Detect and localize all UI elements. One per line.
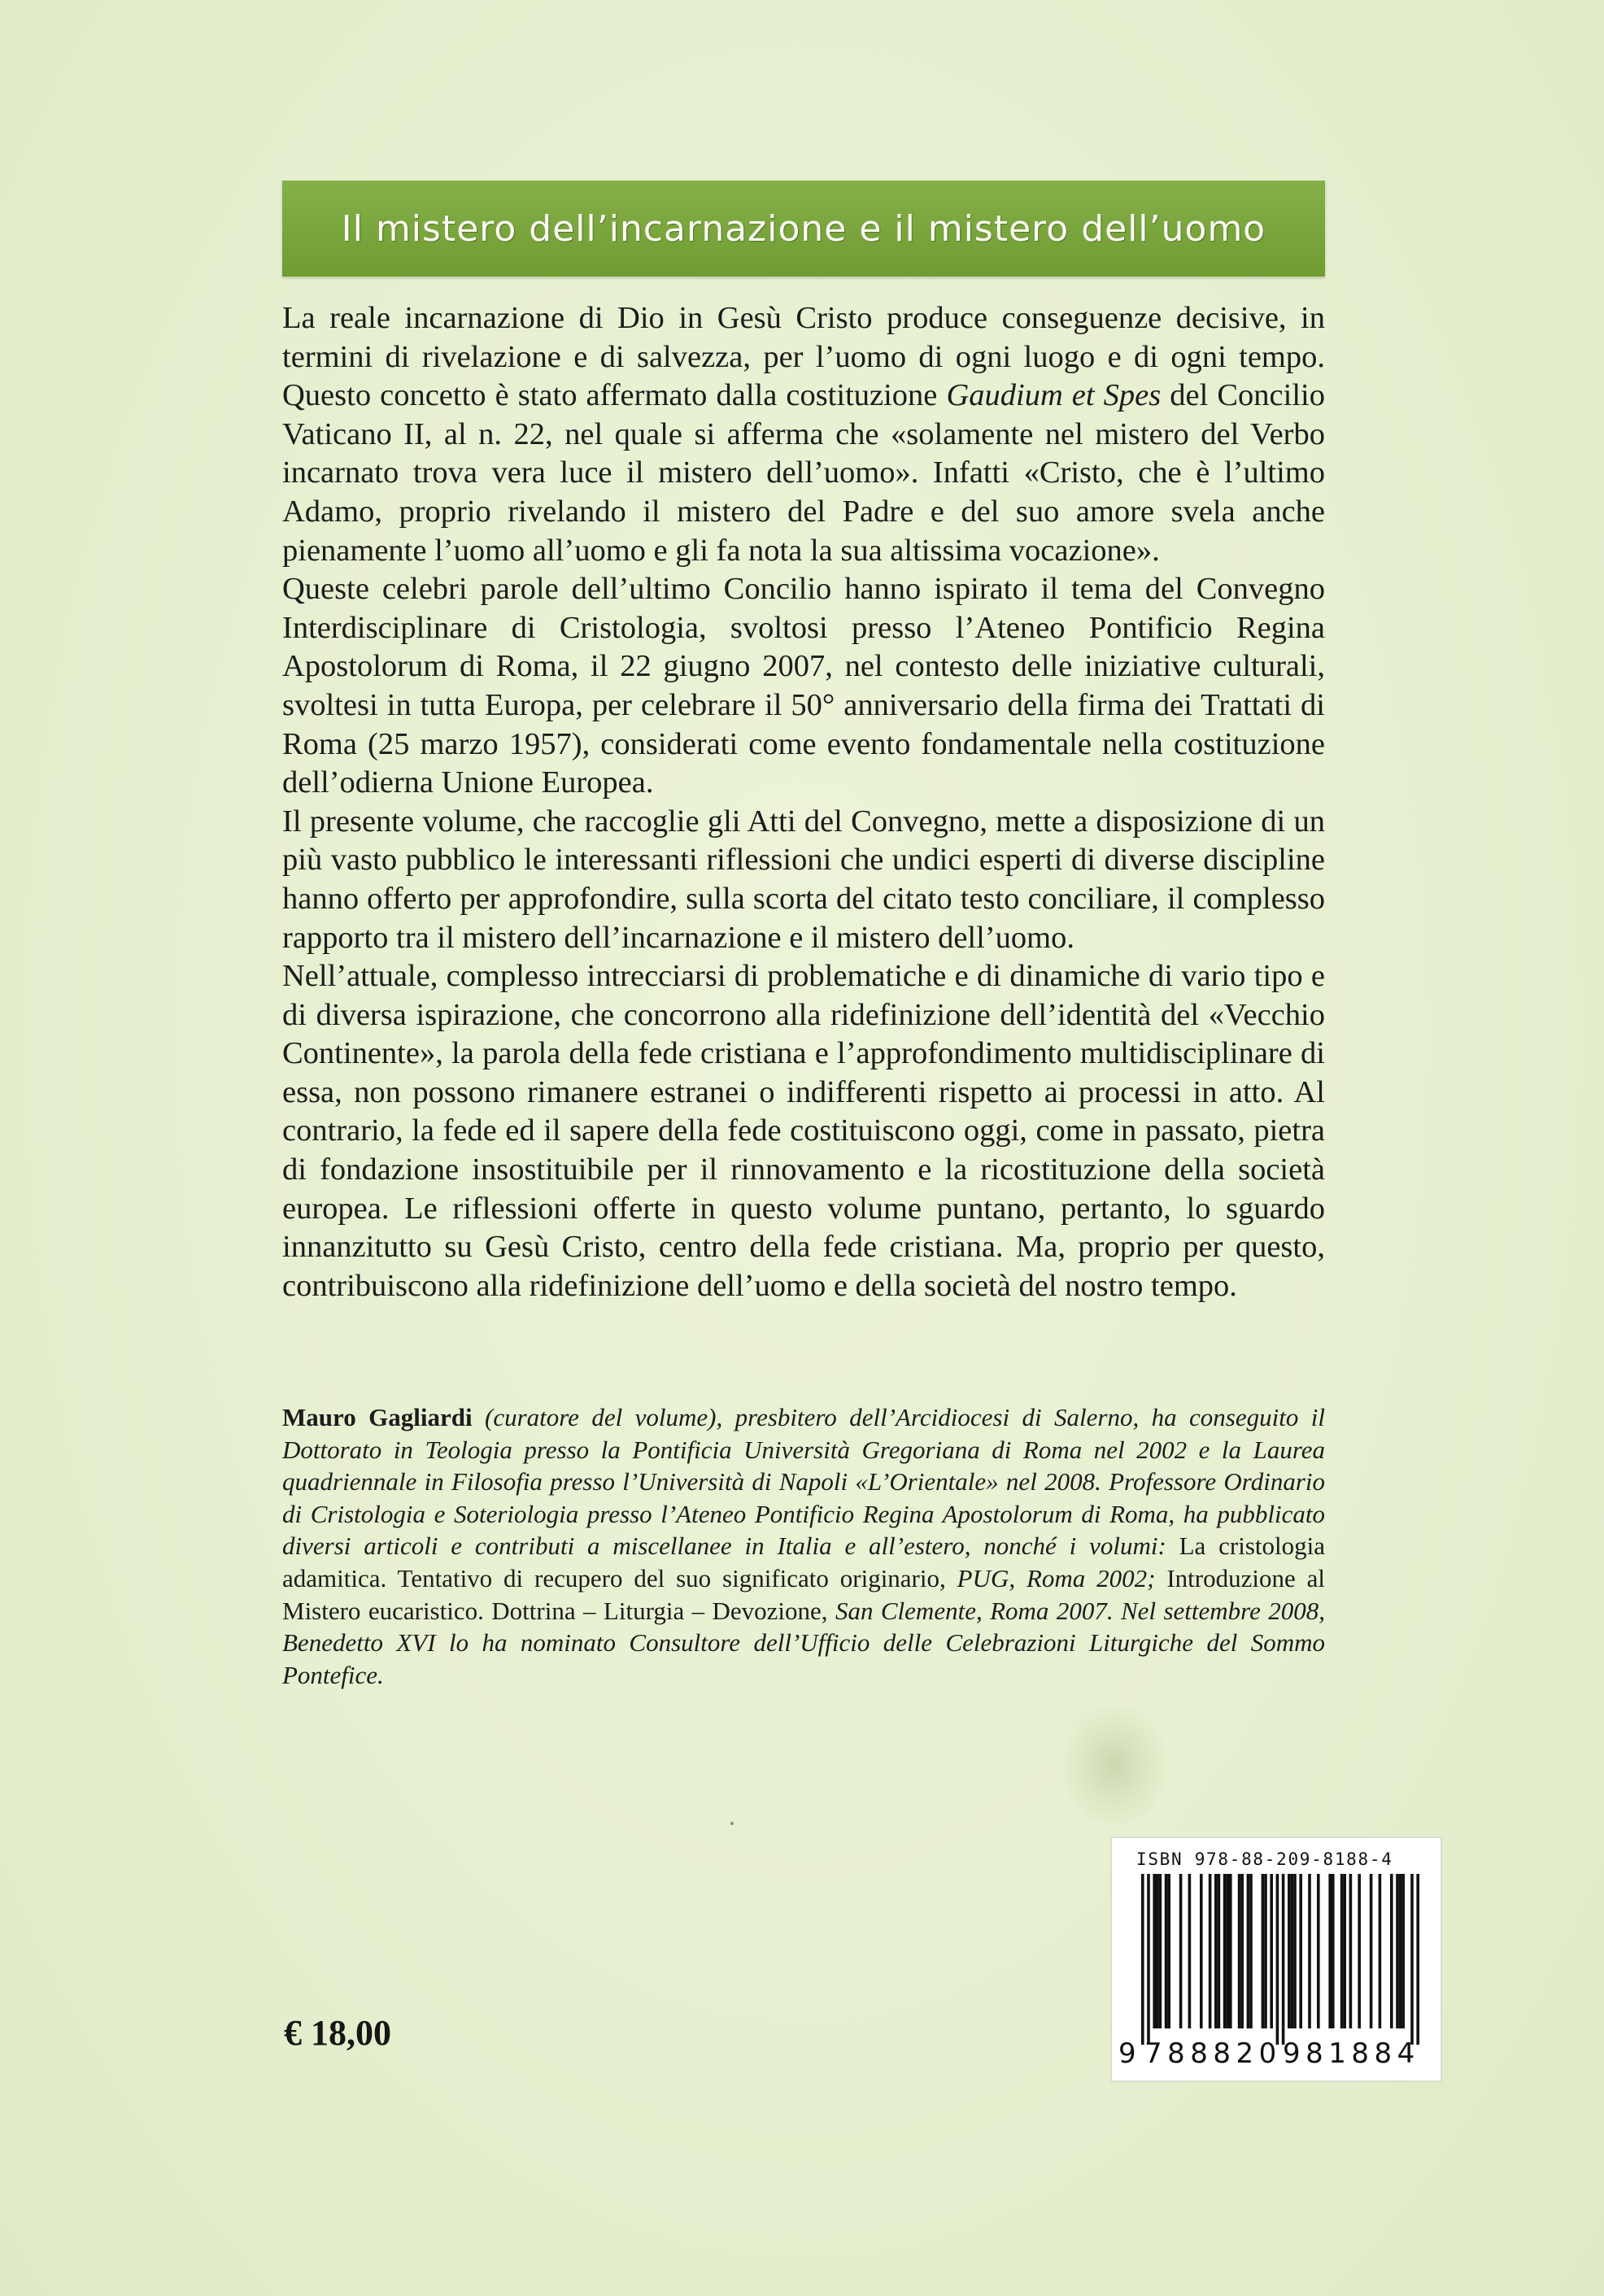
- barcode-bar: [1229, 1874, 1232, 2028]
- ean-right-digits: 981884: [1283, 2037, 1420, 2070]
- barcode-bar: [1165, 1874, 1168, 2028]
- barcode-bar: [1264, 1874, 1267, 2028]
- barcode-bar: [1328, 1874, 1332, 2028]
- paper-smudge: [1061, 1704, 1167, 1826]
- isbn-label: ISBN 978-88-209-8188-4: [1136, 1849, 1393, 1869]
- barcode-image: [1123, 1874, 1429, 2045]
- barcode-bar: [1379, 1874, 1382, 2028]
- paragraph-1-part-2: del Concilio Vaticano II, al n. 22, nel quale si afferma che «solamente nel mistero del Verbo incarnato trova vera luce il mistero dell’uomo». Infatti «Cristo, che è l’ultimo Adamo, proprio rivelando il mistero del Padre e del suo amore svela anche pienamente l’uomo all’uomo e gli fa nota la sua altissima vocazione».: [282, 378, 1325, 568]
- barcode-bar: [1200, 1874, 1203, 2028]
- blurb: [282, 299, 1325, 1305]
- barcode-bar: [1218, 1874, 1221, 2028]
- book-title-2: Introduzione al Mistero eucaristico. Dottrina – Liturgia – Devozione,: [282, 1563, 1325, 1625]
- barcode-bar: [1179, 1874, 1183, 2028]
- barcode-bar: [1238, 1874, 1241, 2028]
- barcode-bar: [1247, 1874, 1250, 2028]
- paragraph-3: Il presente volume, che raccoglie gli Atti del Convegno, mette a disposizione di un più vasto pubblico le interessanti riflessioni che undici esperti di diverse discipline hanno offerto per approfondire, sulla scorta del citato testo conciliare, il complesso rapporto tra il mistero dell’incarnazione e il mistero dell’uomo.: [282, 804, 1325, 955]
- title-band: [282, 181, 1325, 277]
- bio-paragraph: [282, 1401, 1325, 1691]
- barcode-bar: [1358, 1874, 1361, 2028]
- barcode-bar: [1299, 1874, 1302, 2028]
- barcode-bar: [1226, 1874, 1229, 2028]
- bio-text-2: PUG, Roma 2002;: [945, 1563, 1167, 1592]
- barcode-bar: [1153, 1874, 1156, 2028]
- barcode-bar: [1308, 1874, 1311, 2028]
- barcode-box: [1110, 1836, 1442, 2082]
- barcode-bar: [1332, 1874, 1335, 2028]
- barcode-bar: [1291, 1874, 1294, 2028]
- paragraph-4: Nell’attuale, complesso intrecciarsi di problematiche e di dinamiche di vario tipo e di diversa ispirazione, che concorrono alla ridefinizione dell’identità del «Vecchio Continente», la parola della fede cristiana e l’approfondimento multidisciplinare di essa, non possono rimanere estranei o indifferenti rispetto ai processi in atto. Al contrario, la fede ed il sapere della fede costituiscono oggi, come in passato, pietra di fondazione insostituibile per il rinnovamento e la ricostituzione della società europea. Le riflessioni offerte in questo volume puntano, pertanto, lo sguardo innanzitutto su Gesù Cristo, centro della fede cristiana. Ma, proprio per questo, contribuiscono alla ridefinizione dell’uomo e della società del nostro tempo.: [282, 959, 1325, 1303]
- barcode-bar: [1147, 1874, 1150, 2045]
- document-title-gaudium-et-spes: Gaudium et Spes: [946, 378, 1162, 413]
- barcode-bar: [1401, 1874, 1405, 2028]
- barcode-bar: [1370, 1874, 1373, 2028]
- paragraph-1-part-1: La reale incarnazione di Dio in Gesù Cristo produce conseguenze decisive, in termini di rivelazione e di salvezza, per l’uomo di ogni luogo e di ogni tempo. Questo concetto è stato affermato dalla costituzione: [282, 301, 1325, 413]
- barcode-bar: [1159, 1874, 1162, 2028]
- barcode-bar: [1167, 1874, 1170, 2028]
- barcode-bar: [1270, 1874, 1273, 2028]
- cover-title: Il mistero dell’incarnazione e il mistero dell’uomo: [341, 207, 1266, 250]
- barcode-bar: [1249, 1874, 1253, 2028]
- barcode-bar: [1410, 1874, 1414, 2045]
- barcode-bar: [1390, 1874, 1393, 2028]
- barcode-bar: [1141, 1874, 1144, 2045]
- paragraph-2: Queste celebri parole dell’ultimo Concilio hanno ispirato il tema del Convegno Interdisciplinare di Cristologia, svoltosi presso l’Ateneo Pontificio Regina Apostolorum di Roma, il 22 giugno 2007, nel contesto delle iniziative culturali, svoltesi in tutta Europa, per celebrare il 50° anniversario della firma dei Trattati di Roma (25 marzo 1957), considerati come evento fondamentale nella costituzione dell’odierna Unione Europea.: [282, 572, 1325, 800]
- bio-text-3: San Clemente, Roma 2007. Nel settembre 2008, Benedetto XVI lo ha nominato Consultore dell’Ufficio delle Celebrazioni Liturgiche del Sommo Pontefice.: [282, 1596, 1325, 1689]
- barcode-bar: [1349, 1874, 1353, 2028]
- barcode-bar: [1209, 1874, 1212, 2028]
- barcode-bar: [1399, 1874, 1402, 2028]
- paragraph-1: [282, 299, 1325, 570]
- ean-left-digits: 788820: [1144, 2037, 1282, 2070]
- barcode-bar: [1340, 1874, 1344, 2028]
- barcode-bar: [1288, 1874, 1291, 2028]
- barcode-bar: [1276, 1874, 1279, 2045]
- barcode-bar: [1293, 1874, 1297, 2028]
- barcode-bar: [1262, 1874, 1265, 2028]
- book-title-1: La cristologia adamitica. Tentativo di recupero del suo significato originario,: [282, 1531, 1325, 1592]
- ean-first-digit: 9: [1118, 2037, 1136, 2070]
- author-bio: [282, 1401, 1325, 1691]
- barcode-bar: [1214, 1874, 1218, 2028]
- author-name: Mauro Gagliardi: [282, 1403, 473, 1431]
- barcode-bar: [1396, 1874, 1399, 2028]
- barcode-bar: [1416, 1874, 1419, 2045]
- barcode-bar: [1282, 1874, 1285, 2045]
- barcode-bar: [1343, 1874, 1346, 2028]
- barcode-bar: [1156, 1874, 1159, 2028]
- barcode-bar: [1317, 1874, 1320, 2028]
- paper-speck: [730, 1822, 734, 1825]
- bio-text-1: (curatore del volume), presbitero dell’Arcidiocesi di Salerno, ha conseguito il Dottorato in Teologia presso la Pontificia Università Gregoriana di Roma nel 2002 e la Laurea quadriennale in Filosofia presso l’Università di Napoli «L’Orientale» nel 2008. Professore Ordinario di Cristologia e Soteriologia presso l’Ateneo Pontificio Regina Apostolorum di Roma, ha pubblicato diversi articoli e contributi a miscellanee in Italia e all’estero, nonché i volumi:: [282, 1403, 1325, 1561]
- price: € 18,00: [284, 2013, 391, 2053]
- barcode-bar: [1223, 1874, 1227, 2028]
- barcode-bar: [1240, 1874, 1244, 2028]
- barcode-bar: [1188, 1874, 1192, 2028]
